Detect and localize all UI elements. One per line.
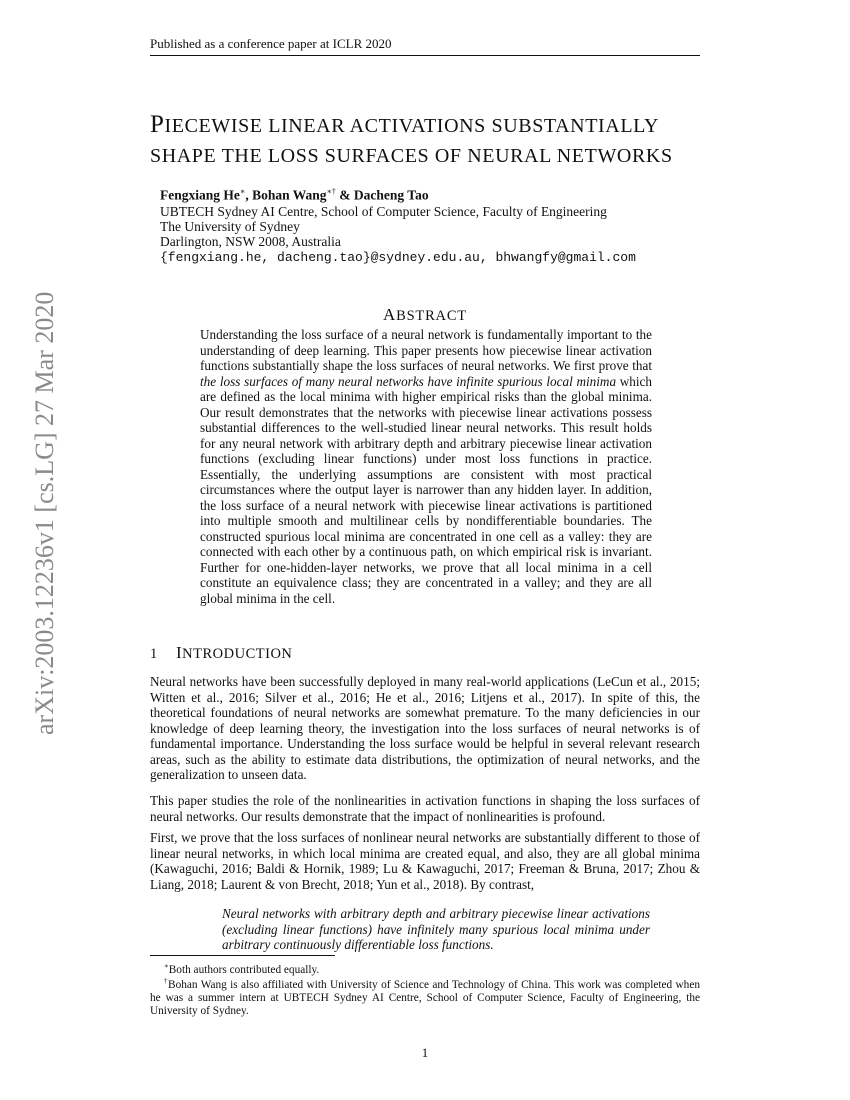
page-number: 1 bbox=[421, 1045, 429, 1060]
section-title-initial: I bbox=[176, 643, 183, 662]
author-list bbox=[160, 187, 429, 204]
section-number: 1 bbox=[150, 646, 158, 662]
title-line-2: SHAPE THE LOSS SURFACES OF NEURAL NETWORKS bbox=[150, 145, 673, 167]
abstract-emphasis: the loss surfaces of many neural networks have infinite spurious local minima bbox=[200, 373, 617, 389]
title-line-1 bbox=[150, 110, 710, 141]
title-initial: P bbox=[150, 111, 165, 138]
arxiv-sidebar-stamp[interactable]: arXiv:2003.12236v1 [cs.LG] 27 Mar 2020 bbox=[30, 291, 59, 735]
body-paragraph: This paper studies the role of the nonlinearities in activation functions in shaping the loss surfaces of neural networks. Our results demonstrate that the impact of nonlinearities is profound. bbox=[150, 793, 700, 824]
author-name: Dacheng Tao bbox=[353, 187, 429, 203]
author-separator: , bbox=[245, 187, 253, 203]
body-paragraph: First, we prove that the loss surfaces of nonlinear neural networks are substantially different to those of linear neural networks, in which local minima are created equal, and also, they are all global minima (Kawaguchi, 2016; Baldi & Hornik, 1989; Lu & Kawaguchi, 2017; Freeman & Bruna, 2017; Zhou & Liang, 2018; Laurent & von Brecht, 2018; Yun et al., 2018). By contrast, bbox=[150, 830, 700, 892]
footnote-mark: ∗ bbox=[164, 962, 169, 970]
body-paragraph: Neural networks have been successfully deployed in many real-world applications (LeCun et al., 2015; Witten et al., 2016; Silver et al., 2016; He et al., 2016; Litjens et al., 2017). In spite of this, the theoretical foundations of neural networks are somewhat premature. To the many deficiencies in our knowledge of deep learning theory, the investigation into the loss surfaces of neural networks is of fundamental importance. Understanding the loss surface would be helpful in several relevant research areas, such as the ability to estimate data distributions, the optimization of neural networks, and the generalization to unseen data. bbox=[150, 674, 700, 782]
title-line-1-rest: IECEWISE LINEAR ACTIVATIONS SUBSTANTIALLY bbox=[164, 115, 660, 137]
footnote-rule bbox=[150, 955, 335, 956]
section-title-rest: NTRODUCTION bbox=[182, 646, 293, 662]
abstract-text: Understanding the loss surface of a neural network is fundamentally important to the understanding of deep learning. This paper presents how piecewise linear activation functions substantially shape the loss surfaces of neural networks. We first prove that bbox=[200, 327, 652, 373]
footnote-text: Bohan Wang is also affiliated with University of Science and Technology of China. This work was completed when he was a summer intern at UBTECH Sydney AI Centre, School of Computer Science, Faculty of Engineering, the University of Sydney. bbox=[150, 978, 700, 1017]
author-mark: ∗ bbox=[239, 187, 246, 196]
author-separator: & bbox=[335, 187, 354, 203]
abstract-heading bbox=[0, 305, 850, 325]
affiliation-line: Darlington, NSW 2008, Australia bbox=[160, 234, 341, 249]
main-result-quote: Neural networks with arbitrary depth and arbitrary piecewise linear activations (excluding linear functions) have infinitely many spurious local minima under arbitrary continuously differentiable loss functions. bbox=[222, 906, 650, 952]
footnote bbox=[150, 975, 700, 1018]
author-name: Bohan Wang bbox=[252, 187, 327, 203]
running-header: Published as a conference paper at ICLR 2020 bbox=[150, 36, 392, 51]
author-name: Fengxiang He bbox=[160, 187, 240, 203]
section-heading bbox=[150, 643, 292, 663]
author-mark: ∗† bbox=[326, 187, 336, 196]
abstract-heading-rest: BSTRACT bbox=[396, 308, 467, 324]
footnote-text: Both authors contributed equally. bbox=[168, 963, 320, 976]
author-emails: {fengxiang.he, dacheng.tao}@sydney.edu.au, bhwangfy@gmail.com bbox=[160, 250, 636, 265]
footnote-mark: † bbox=[164, 977, 169, 985]
header-rule bbox=[150, 55, 700, 56]
abstract-text: which are defined as the local minima with higher empirical risks than the global minima. Our result demonstrates that the networks with piecewise linear activations possess substantial differences to the well-studied linear neural networks. This result holds for any neural network with arbitrary depth and arbitrary piecewise linear activation functions (excluding linear functions) under most loss functions in practice. Essentially, the underlying assumptions are consistent with most practical circumstances where the output layer is narrower than any hidden layer. In addition, the loss surface of a neural network with piecewise linear activations is partitioned into multiple smooth and multilinear cells by nondifferentiable boundaries. The constructed spurious local minima are concentrated in one cell as a valley: they are connected with each other by a continuous path, on which empirical risk is invariant. Further for one-hidden-layer networks, we prove that all local minima in a cell constitute an equivalence class; they are concentrated in a valley; and they are all global minima in the cell. bbox=[200, 373, 652, 606]
paper-title bbox=[150, 110, 710, 171]
abstract-body bbox=[200, 327, 652, 606]
affiliation-line: The University of Sydney bbox=[160, 219, 300, 234]
abstract-heading-initial: A bbox=[383, 305, 397, 324]
affiliation-line: UBTECH Sydney AI Centre, School of Computer Science, Faculty of Engineering bbox=[160, 204, 607, 219]
